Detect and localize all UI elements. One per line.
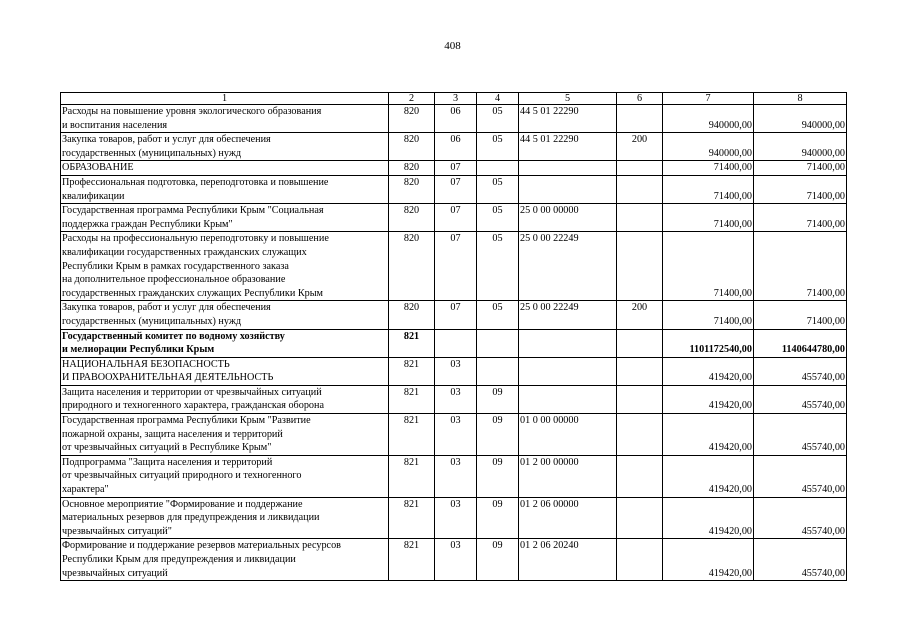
section-code-cell: 07 — [435, 301, 477, 329]
section-code-cell — [435, 329, 477, 357]
target-article-cell — [519, 357, 617, 385]
row-name — [61, 204, 389, 232]
row-name-line: характера" — [62, 484, 109, 496]
column-header: 8 — [754, 93, 847, 105]
row-name-line: Республики Крым для предупреждения и ликвидации — [62, 554, 296, 565]
table-row — [61, 414, 847, 456]
section-code-cell: 03 — [435, 455, 477, 497]
expense-type-cell — [617, 497, 663, 539]
expense-type-cell: 200 — [617, 133, 663, 161]
row-name-line: от чрезвычайных ситуаций природного и техногенного — [62, 470, 302, 482]
amount-year1-cell: 419420,00 — [663, 414, 754, 456]
amount-year1-cell: 419420,00 — [663, 455, 754, 497]
target-article-cell — [519, 175, 617, 203]
target-article-cell: 44 5 01 22290 — [519, 105, 617, 133]
admin-code-cell: 820 — [389, 105, 435, 133]
subsection-code-cell: 05 — [477, 105, 519, 133]
section-code-cell: 03 — [435, 414, 477, 456]
amount-year2-cell: 940000,00 — [754, 105, 847, 133]
amount-year2-cell: 1140644780,00 — [754, 329, 847, 357]
expense-type-cell — [617, 539, 663, 581]
row-name-line: Основное мероприятие "Формирование и поддержание — [62, 498, 303, 510]
target-article-cell: 01 0 00 00000 — [519, 414, 617, 456]
table-row — [61, 232, 847, 301]
amount-year2-cell: 455740,00 — [754, 357, 847, 385]
expense-type-cell — [617, 232, 663, 301]
amount-year1-cell: 419420,00 — [663, 497, 754, 539]
target-article-cell — [519, 385, 617, 413]
row-name — [61, 105, 389, 133]
section-code-cell: 03 — [435, 497, 477, 539]
admin-code-cell: 820 — [389, 175, 435, 203]
row-name — [61, 357, 389, 385]
target-article-cell: 25 0 00 22249 — [519, 232, 617, 301]
target-article-cell: 01 2 06 00000 — [519, 497, 617, 539]
row-name-line: материальных резервов для предупреждения и ликвидации — [62, 512, 320, 524]
row-name-line: чрезвычайных ситуаций — [62, 567, 168, 579]
target-article-cell: 25 0 00 22249 — [519, 301, 617, 329]
row-name — [61, 232, 389, 301]
section-code-cell: 07 — [435, 232, 477, 301]
section-code-cell: 03 — [435, 385, 477, 413]
amount-year2-cell: 455740,00 — [754, 455, 847, 497]
table-header-row — [61, 93, 847, 105]
row-name-line: и мелиорации Республики Крым — [62, 344, 215, 356]
admin-code-cell: 820 — [389, 161, 435, 176]
table-row — [61, 204, 847, 232]
amount-year2-cell: 455740,00 — [754, 497, 847, 539]
admin-code-cell: 821 — [389, 329, 435, 357]
admin-code-cell: 821 — [389, 539, 435, 581]
subsection-code-cell: 05 — [477, 175, 519, 203]
table-row — [61, 497, 847, 539]
section-code-cell: 06 — [435, 133, 477, 161]
row-name-line: Закупка товаров, работ и услуг для обеспечения — [62, 302, 271, 314]
amount-year1-cell: 1101172540,00 — [663, 329, 754, 357]
row-name-line: Государственная программа Республики Крым "Развитие — [62, 415, 311, 427]
target-article-cell: 44 5 01 22290 — [519, 133, 617, 161]
amount-year1-cell: 71400,00 — [663, 161, 754, 176]
row-name-line: государственных гражданских служащих Республики Крым — [62, 287, 323, 299]
expense-type-cell: 200 — [617, 301, 663, 329]
row-name-line: Профессиональная подготовка, переподготовка и повышение — [62, 176, 329, 188]
admin-code-cell: 820 — [389, 133, 435, 161]
row-name-line: Расходы на профессиональную переподготовку и повышение — [62, 233, 329, 245]
column-header: 5 — [519, 93, 617, 105]
amount-year2-cell: 455740,00 — [754, 414, 847, 456]
amount-year2-cell: 455740,00 — [754, 539, 847, 581]
expense-type-cell — [617, 161, 663, 176]
row-name — [61, 301, 389, 329]
row-name — [61, 133, 389, 161]
row-name — [61, 175, 389, 203]
row-name — [61, 539, 389, 581]
target-article-cell: 01 2 06 20240 — [519, 539, 617, 581]
row-name — [61, 414, 389, 456]
budget-table — [60, 92, 847, 581]
amount-year1-cell: 71400,00 — [663, 301, 754, 329]
amount-year2-cell: 71400,00 — [754, 161, 847, 176]
subsection-code-cell: 09 — [477, 497, 519, 539]
target-article-cell — [519, 161, 617, 176]
amount-year1-cell: 419420,00 — [663, 539, 754, 581]
column-header: 2 — [389, 93, 435, 105]
admin-code-cell: 821 — [389, 455, 435, 497]
table-row — [61, 329, 847, 357]
row-name-line: Формирование и поддержание резервов материальных ресурсов — [62, 540, 341, 552]
expense-type-cell — [617, 175, 663, 203]
row-name-line: Подпрограмма "Защита населения и территорий — [62, 456, 273, 468]
admin-code-cell: 820 — [389, 204, 435, 232]
row-name — [61, 455, 389, 497]
amount-year1-cell: 71400,00 — [663, 204, 754, 232]
amount-year2-cell: 71400,00 — [754, 175, 847, 203]
table-row — [61, 105, 847, 133]
column-header: 7 — [663, 93, 754, 105]
amount-year1-cell: 71400,00 — [663, 175, 754, 203]
row-name-line: и воспитания населения — [62, 119, 168, 131]
subsection-code-cell — [477, 161, 519, 176]
amount-year2-cell: 455740,00 — [754, 385, 847, 413]
admin-code-cell: 821 — [389, 497, 435, 539]
table-row — [61, 161, 847, 176]
table-row — [61, 175, 847, 203]
row-name-line: И ПРАВООХРАНИТЕЛЬНАЯ ДЕЯТЕЛЬНОСТЬ — [62, 372, 274, 384]
section-code-cell: 07 — [435, 175, 477, 203]
row-name-line: на дополнительное профессиональное образование — [62, 274, 286, 286]
row-name-line: НАЦИОНАЛЬНАЯ БЕЗОПАСНОСТЬ — [62, 358, 230, 370]
amount-year1-cell: 419420,00 — [663, 385, 754, 413]
table-row — [61, 357, 847, 385]
expense-type-cell — [617, 329, 663, 357]
table-row — [61, 455, 847, 497]
row-name-line: квалификации — [62, 190, 125, 202]
row-name-line: Государственная программа Республики Крым "Социальная — [62, 205, 324, 217]
subsection-code-cell: 05 — [477, 133, 519, 161]
expense-type-cell — [617, 105, 663, 133]
target-article-cell — [519, 329, 617, 357]
section-code-cell: 07 — [435, 161, 477, 176]
subsection-code-cell: 09 — [477, 385, 519, 413]
target-article-cell: 25 0 00 00000 — [519, 204, 617, 232]
expense-type-cell — [617, 385, 663, 413]
row-name-line: Закупка товаров, работ и услуг для обеспечения — [62, 134, 271, 146]
row-name-line: пожарной охраны, защита населения и территорий — [62, 428, 283, 440]
amount-year2-cell: 71400,00 — [754, 301, 847, 329]
amount-year1-cell: 419420,00 — [663, 357, 754, 385]
amount-year2-cell: 71400,00 — [754, 232, 847, 301]
row-name-line: от чрезвычайных ситуаций в Республике Крым" — [62, 442, 272, 454]
row-name-line: государственных (муниципальных) нужд — [62, 315, 242, 327]
column-header: 3 — [435, 93, 477, 105]
table-row — [61, 539, 847, 581]
subsection-code-cell: 05 — [477, 301, 519, 329]
subsection-code-cell — [477, 329, 519, 357]
subsection-code-cell: 09 — [477, 414, 519, 456]
subsection-code-cell: 09 — [477, 455, 519, 497]
subsection-code-cell: 05 — [477, 204, 519, 232]
target-article-cell: 01 2 00 00000 — [519, 455, 617, 497]
row-name — [61, 385, 389, 413]
row-name-line: государственных (муниципальных) нужд — [62, 147, 242, 159]
row-name-line: ОБРАЗОВАНИЕ — [62, 162, 134, 174]
row-name-line: Защита населения и территории от чрезвычайных ситуаций — [62, 386, 322, 398]
expense-type-cell — [617, 414, 663, 456]
admin-code-cell: 821 — [389, 414, 435, 456]
amount-year1-cell: 940000,00 — [663, 133, 754, 161]
row-name-line: Расходы на повышение уровня экологического образования — [62, 106, 322, 117]
admin-code-cell: 820 — [389, 232, 435, 301]
section-code-cell: 03 — [435, 539, 477, 581]
amount-year2-cell: 940000,00 — [754, 133, 847, 161]
expense-type-cell — [617, 204, 663, 232]
row-name-line: Республики Крым в рамках государственного заказа — [62, 260, 289, 272]
row-name-line: чрезвычайных ситуаций" — [62, 525, 172, 537]
row-name — [61, 497, 389, 539]
subsection-code-cell: 05 — [477, 232, 519, 301]
row-name — [61, 329, 389, 357]
section-code-cell: 06 — [435, 105, 477, 133]
subsection-code-cell — [477, 357, 519, 385]
row-name — [61, 161, 389, 176]
section-code-cell: 03 — [435, 357, 477, 385]
table-row — [61, 301, 847, 329]
page-number: 408 — [444, 40, 461, 52]
row-name-line: поддержка граждан Республики Крым" — [62, 218, 233, 230]
amount-year2-cell: 71400,00 — [754, 204, 847, 232]
column-header: 6 — [617, 93, 663, 105]
row-name-line: квалификации государственных гражданских служащих — [62, 246, 307, 258]
table-row — [61, 385, 847, 413]
row-name-line: природного и техногенного характера, гражданская оборона — [62, 400, 324, 412]
row-name-line: Государственный комитет по водному хозяйству — [62, 330, 285, 342]
expense-type-cell — [617, 357, 663, 385]
admin-code-cell: 821 — [389, 357, 435, 385]
column-header: 1 — [61, 93, 389, 105]
subsection-code-cell: 09 — [477, 539, 519, 581]
section-code-cell: 07 — [435, 204, 477, 232]
table-row — [61, 133, 847, 161]
column-header: 4 — [477, 93, 519, 105]
expense-type-cell — [617, 455, 663, 497]
amount-year1-cell: 71400,00 — [663, 232, 754, 301]
admin-code-cell: 820 — [389, 301, 435, 329]
amount-year1-cell: 940000,00 — [663, 105, 754, 133]
admin-code-cell: 821 — [389, 385, 435, 413]
